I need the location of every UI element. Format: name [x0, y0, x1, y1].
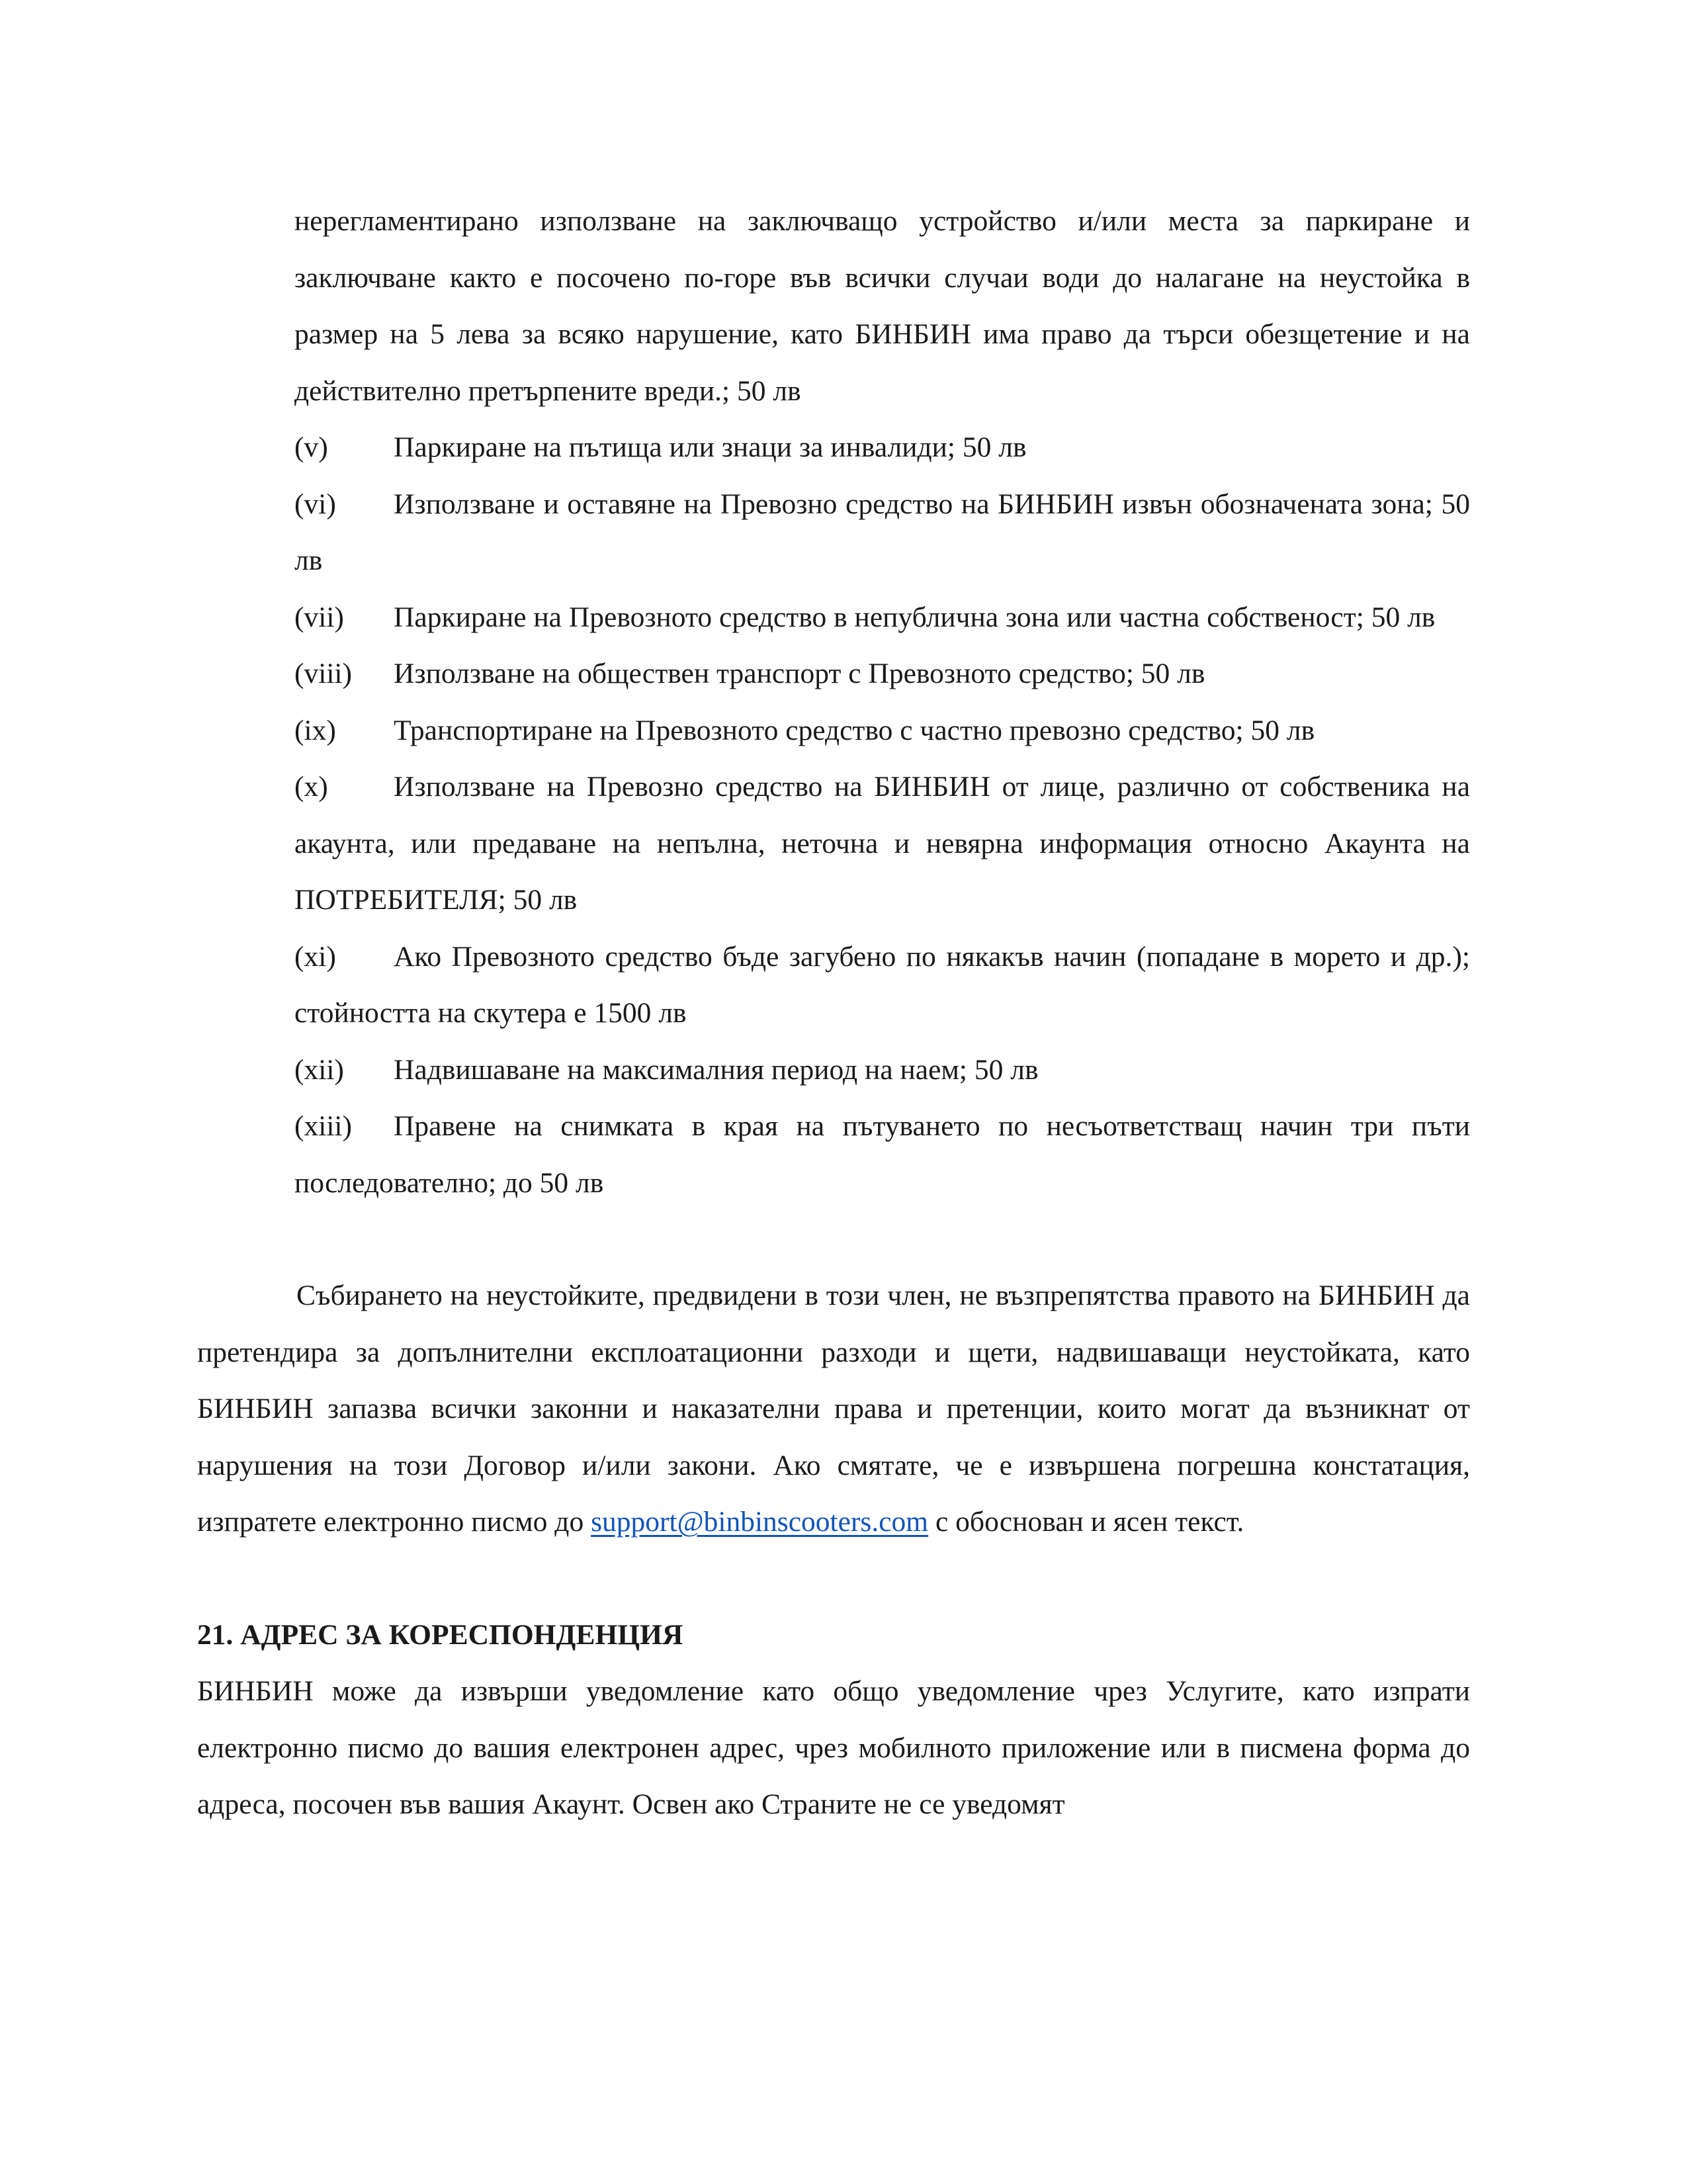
penalty-item: [197, 590, 1470, 646]
collection-text-end: с обоснован и ясен текст.: [928, 1506, 1244, 1538]
item-text: Използване и оставяне на Превозно средство на БИНБИН извън обозначената зона; 50 лв: [294, 488, 1470, 576]
penalty-list: [197, 419, 1470, 1211]
item-text: Паркиране на пътища или знаци за инвалиди; 50 лв: [394, 431, 1027, 463]
item-number: (v): [294, 431, 328, 463]
item-number: (vi): [294, 488, 336, 520]
item-number: (xii): [294, 1053, 344, 1086]
item-text: Надвишаване на максималния период на наем; 50 лв: [394, 1053, 1039, 1086]
collection-text: Събирането на неустойките, предвидени в този член, не възпрепятства правото на БИНБИН да претендира за допълнителни експлоатационни разходи и щети, надвишаващи неустойката, като БИНБИН запазва всички законни и наказателни права и претенции, които могат да възникнат от нарушения на този Договор и/или закони. Ако смятате, че е извършена погрешна констатация, изпратете електронно писмо до: [197, 1280, 1470, 1538]
penalty-item: [197, 1042, 1470, 1099]
penalty-item: [197, 1098, 1470, 1211]
item-number: (viii): [294, 658, 352, 689]
item-number: (x): [294, 771, 328, 803]
section-21-text: БИНБИН може да извърши уведомление като общо уведомление чрез Услугите, като изпрати електронно писмо до вашия електронен адрес, чрез мобилното приложение или в писмена форма до адреса, посочен във вашия Акаунт. Освен ако Страните не се уведомят: [197, 1675, 1470, 1820]
penalty-item: [197, 929, 1470, 1042]
penalty-item: [197, 419, 1470, 476]
penalty-item: [197, 646, 1470, 703]
collection-paragraph: [197, 1268, 1470, 1551]
support-email-link[interactable]: support@binbinscooters.com: [591, 1506, 929, 1538]
penalty-item: [197, 703, 1470, 760]
item-text: Паркиране на Превозното средство в непублична зона или частна собственост; 50 лв: [394, 601, 1436, 633]
item-text: Използване на обществен транспорт с Превозното средство; 50 лв: [394, 658, 1205, 689]
item-text: Ако Превозното средство бъде загубено по някакъв начин (попадане в морето и др.); стойността на скутера е 1500 лв: [294, 940, 1470, 1029]
section-21-heading: 21. АДРЕС ЗА КОРЕСПОНДЕНЦИЯ: [197, 1618, 683, 1651]
item-number: (vii): [294, 601, 344, 633]
penalty-item: [197, 476, 1470, 590]
penalty-item: [197, 759, 1470, 929]
item-number: (xiii): [294, 1110, 352, 1142]
item-number: (ix): [294, 714, 336, 746]
item-text: Използване на Превозно средство на БИНБИН от лице, различно от собственика на акаунта, или предаване на непълна, неточна и невярна информация относно Акаунта на ПОТРЕБИТЕЛЯ; 50 лв: [294, 771, 1470, 916]
item-text: Правене на снимката в края на пътуването по несъответстващ начин три пъти последователно; до 50 лв: [294, 1110, 1470, 1199]
item-text: Транспортиране на Превозното средство с частно превозно средство; 50 лв: [394, 714, 1315, 746]
intro-continuation: нерегламентирано използване на заключващо устройство и/или места за паркиране и заключване както е посочено по-горе във всички случаи води до налагане на неустойка в размер на 5 лева за всяко нарушение, като БИНБИН има право да търси обезщетение и на действително претърпените вреди.; 50 лв: [294, 205, 1470, 407]
document-page: [197, 193, 1470, 1833]
item-number: (xi): [294, 940, 336, 973]
